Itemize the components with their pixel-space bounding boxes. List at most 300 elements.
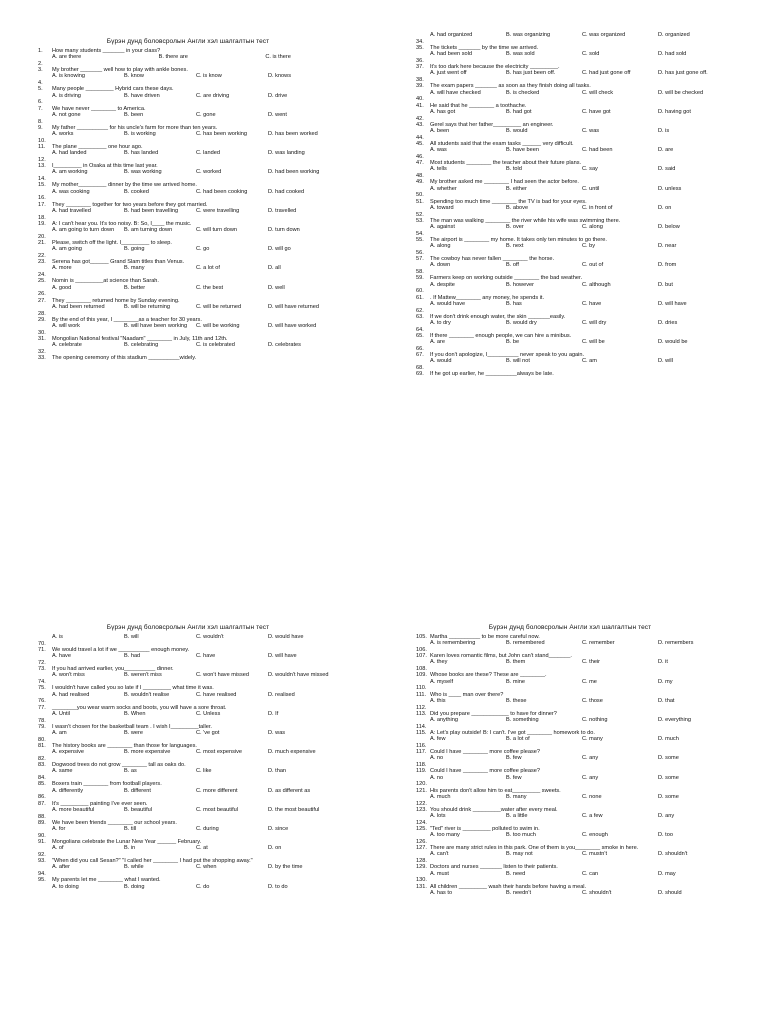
option-a: A. along [430, 243, 451, 250]
question-number: 19. [38, 220, 46, 227]
answer-options [416, 186, 756, 192]
answer-options [416, 832, 756, 838]
option-a: A. much [430, 793, 451, 800]
question-number: 58. [416, 269, 424, 276]
answer-options [416, 717, 756, 723]
answer-options [416, 813, 756, 819]
question-number: 10. [38, 137, 46, 144]
option-b: B. were [124, 730, 143, 737]
question-number: 88. [38, 813, 46, 820]
question-number: 20. [38, 233, 46, 240]
option-a: A. have [52, 653, 71, 660]
option-b: B. will not [506, 358, 530, 365]
page-title: Бүрэн дунд боловсролын Англи хэл шалгалтын тест [106, 38, 270, 45]
option-a: A. is remembering [430, 640, 476, 647]
option-a: A. was cooking [52, 188, 90, 195]
answer-options [416, 794, 756, 800]
question-text: Mongolians celebrate the Lunar New Year ______ February. [52, 839, 202, 846]
question-number: 87. [38, 800, 46, 807]
option-d: D. will have [268, 653, 297, 660]
option-c: C. gone [196, 111, 216, 118]
option-c: C. do [196, 883, 210, 890]
option-c: C. those [582, 697, 603, 704]
answer-options [38, 304, 372, 310]
option-d: D. having got [658, 108, 691, 115]
option-d: D. celebrates [268, 342, 301, 349]
option-a: A. despite [430, 281, 455, 288]
option-d: D. If [268, 710, 279, 717]
question-text: If we don't drink enough water, the skin _______easily. [430, 313, 566, 320]
question-text: Please, switch off the light. I_________ to sleep. [52, 240, 172, 247]
question-number: 2. [38, 61, 43, 67]
question-number: 46. [416, 154, 424, 161]
question-number: 15. [38, 182, 46, 189]
question-number: 33. [38, 355, 46, 362]
answer-options [416, 70, 756, 76]
option-b: B. cooked [124, 188, 149, 195]
question-number: 66. [416, 346, 424, 353]
option-a: A. has to [430, 889, 453, 896]
option-c: C. had just gone off [582, 70, 631, 77]
question-number: 9. [38, 124, 43, 131]
question-text: The opening ceremony of this stadium __________widely. [52, 355, 197, 362]
option-b: B. till [124, 826, 137, 833]
option-b: B. wouldn't realise [124, 691, 170, 698]
question-number: 40. [416, 96, 424, 103]
question-text: Dogwood trees do not grow ________ tall as oaks do. [52, 762, 186, 769]
question-text: If you had arrived earlier, you__________ dinner. [52, 666, 174, 673]
question-number: 108. [416, 666, 427, 673]
question-number: 22. [38, 253, 46, 260]
option-b: B. would [506, 128, 528, 135]
page-title: Бүрэн дунд боловсролын Англи хэл шалгалтын тест [488, 624, 652, 631]
question-number: 30. [38, 329, 46, 336]
question-number: 5. [38, 86, 43, 93]
answer-options [416, 147, 756, 153]
question-number: 123. [416, 806, 427, 813]
question-text: A: I can't hear you. It's too noisy. B: So, I____ the music. [52, 220, 192, 227]
option-d: D. shouldn't [658, 851, 688, 858]
option-a: A. too many [430, 832, 460, 839]
option-a: A. good [52, 284, 72, 291]
question-number: 52. [416, 211, 424, 218]
option-b: B. needn't [506, 889, 532, 896]
option-c: C. is celebrated [196, 342, 235, 349]
option-b: B. either [506, 185, 527, 192]
option-b: B. had been travelling [124, 207, 179, 214]
question-text: My father __________ for his uncle's farm for more than ten years. [52, 124, 218, 131]
option-d: D. any [658, 813, 675, 820]
question-number: 130. [416, 877, 427, 884]
option-c: C. is there [265, 54, 291, 61]
option-d: D. remembers [658, 640, 694, 647]
option-d: D. below [658, 224, 680, 231]
answer-options [416, 320, 756, 326]
question-number: 69. [416, 371, 424, 378]
option-a: A. to dry [430, 320, 451, 327]
option-c: C. any [582, 774, 599, 781]
option-a: A. this [430, 697, 446, 704]
question-number: 81. [38, 743, 46, 750]
option-d: D. organized [658, 32, 690, 38]
option-a: A. anything [430, 717, 458, 724]
question-number: 6. [38, 99, 43, 106]
option-c: C. most expensive [196, 749, 243, 756]
question-text: There are many strict rules in this park. One of them is you________ smoke in here. [430, 845, 639, 852]
question-text: If he got up earlier, he __________always be late. [430, 371, 554, 378]
option-d: D. turn down [268, 227, 300, 234]
question-number: 91. [38, 839, 46, 846]
option-a: A. myself [430, 678, 454, 685]
option-c: C. had been [582, 147, 613, 154]
option-c: C. were travelling [196, 207, 240, 214]
question-number: 71. [38, 647, 46, 653]
test-page-2 [384, 0, 756, 512]
option-b: B. weren't miss [124, 672, 162, 679]
question-number: 75. [38, 685, 46, 692]
answer-options [38, 73, 372, 79]
answer-options [38, 131, 372, 137]
option-a: A. had landed [52, 150, 87, 157]
option-a: A. they [430, 659, 448, 666]
question-number: 112. [416, 704, 427, 711]
question-number: 54. [416, 230, 424, 237]
option-b: B. over [506, 224, 524, 231]
option-a: A. had been returned [52, 303, 105, 310]
option-d: D. has been worked [268, 131, 318, 138]
question-number: 3. [38, 67, 43, 74]
option-a: A. more [52, 265, 72, 272]
answer-options [38, 265, 372, 271]
option-c: C. was [582, 128, 600, 135]
question-number: 82. [38, 756, 46, 763]
option-b: B. few [506, 755, 522, 762]
option-d: D. near [658, 243, 677, 250]
option-d: D. should [658, 889, 682, 896]
answer-options [38, 54, 372, 60]
answer-options [38, 169, 372, 175]
option-b: B. something [506, 717, 539, 724]
option-c: C. are driving [196, 92, 230, 99]
option-b: B. have driven [124, 92, 160, 99]
question-number: 115. [416, 730, 427, 737]
answer-options [416, 224, 756, 230]
answer-options [416, 109, 756, 115]
option-a: A. must [430, 870, 449, 877]
question-number: 127. [416, 845, 427, 852]
option-b: B. had got [506, 108, 532, 115]
question-number: 83. [38, 762, 46, 769]
option-d: D. dries [658, 320, 678, 327]
option-d: D. had cooked [268, 188, 305, 195]
question-number: 116. [416, 743, 427, 750]
option-a: A. no [430, 774, 444, 781]
question-number: 129. [416, 864, 427, 871]
option-a: A. whether [430, 185, 457, 192]
answer-options [416, 243, 756, 249]
question-number: 7. [38, 105, 43, 112]
option-c: C. sold [582, 51, 600, 58]
option-b: B. has [506, 300, 522, 307]
option-a: A. am going to turn down [52, 227, 115, 234]
answer-options [416, 205, 756, 211]
option-a: A. toward [430, 204, 454, 211]
question-text: Boxers train ________ from football players. [52, 781, 162, 788]
answer-options [38, 208, 372, 214]
question-text: We would travel a lot if we __________ enough money. [52, 647, 190, 653]
option-a: A. had organized [430, 32, 473, 38]
question-text: My mother_________ dinner by the time we arrived home. [52, 182, 197, 189]
question-text: Who is ____ man over there? [430, 691, 504, 698]
option-d: D. some [658, 793, 679, 800]
question-text: A: Let's play outside! B: I can't. I've got ________ homework to do. [430, 730, 595, 737]
option-c: C. will be returned [196, 303, 242, 310]
question-number: 119. [416, 768, 427, 775]
option-c: C. have [196, 653, 216, 660]
answer-options [416, 890, 756, 896]
question-number: 17. [38, 201, 46, 208]
question-text: The plane _________ one hour ago. [52, 144, 143, 151]
option-c: C. the best [196, 284, 224, 291]
option-c: C. landed [196, 150, 220, 157]
question-text: Farmers keep on working outside ________ the bad weather. [430, 275, 583, 282]
question-number: 86. [38, 794, 46, 801]
answer-options [416, 775, 756, 781]
answer-options [38, 323, 372, 329]
option-a: A. against [430, 224, 455, 231]
answer-options [38, 285, 372, 291]
option-b: B. these [506, 697, 527, 704]
question-number: 43. [416, 121, 424, 128]
option-c: C. during [196, 826, 219, 833]
question-number: 62. [416, 307, 424, 314]
option-d: D. was landing [268, 150, 305, 157]
question-number: 68. [416, 365, 424, 372]
question-text: By the end of this year, I ________as a teacher for 30 years. [52, 316, 202, 323]
question-number: 85. [38, 781, 46, 788]
option-b: B. above [506, 204, 529, 211]
option-d: D. will [658, 358, 673, 365]
question-number: 125. [416, 826, 427, 833]
option-b: B. will [124, 634, 139, 640]
answer-options [38, 845, 372, 851]
question-number: 76. [38, 698, 46, 705]
option-c: C. have [582, 300, 602, 307]
question-number: 42. [416, 115, 424, 122]
option-b: B. would dry [506, 320, 537, 327]
option-a: A. am [52, 730, 67, 737]
question-number: 117. [416, 749, 427, 756]
option-b: B. going [124, 246, 145, 253]
option-d: D. some [658, 774, 679, 781]
option-a: A. is [52, 634, 63, 640]
option-c: C. say [582, 166, 598, 173]
question-number: 14. [38, 176, 46, 183]
option-b: B. was working [124, 169, 162, 176]
question-number: 74. [38, 679, 46, 686]
answer-options [416, 871, 756, 877]
question-text: . If Mattew________ any money, he spends it. [430, 294, 545, 301]
question-text: The tickets _______ by the time we arrived. [430, 45, 539, 51]
question-number: 114. [416, 723, 427, 730]
question-number: 49. [416, 179, 424, 186]
option-b: B. was organizing [506, 32, 551, 38]
question-number: 11. [38, 144, 46, 151]
option-c: C. have realised [196, 691, 237, 698]
question-number: 18. [38, 214, 46, 221]
option-d: D. was [268, 730, 286, 737]
question-number: 39. [416, 83, 424, 90]
answer-options [38, 246, 372, 252]
question-text: My brother _______ well how to play with ankle bones. [52, 67, 188, 74]
option-b: B. them [506, 659, 526, 666]
option-c: C. 've got [196, 730, 220, 737]
question-number: 105. [416, 634, 427, 640]
question-text: They ________ together for two years before they got married. [52, 201, 208, 208]
option-b: B. is checked [506, 89, 540, 96]
option-c: C. has been working [196, 131, 247, 138]
question-text: Most students ________ the teacher about their future plans. [430, 160, 582, 167]
option-a: A. will have checked [430, 89, 481, 96]
option-d: D. may [658, 870, 676, 877]
option-d: D. will have returned [268, 303, 319, 310]
option-d: D. wouldn't have missed [268, 672, 329, 679]
question-number: 41. [416, 102, 424, 109]
question-number: 92. [38, 852, 46, 859]
option-d: D. on [268, 845, 282, 852]
option-d: D. unless [658, 185, 682, 192]
option-a: A. been [430, 128, 450, 135]
question-text: Did you prepare ____________ to have for dinner? [430, 710, 557, 717]
question-number: 113. [416, 710, 427, 717]
option-c: C. will check [582, 89, 614, 96]
answer-options [416, 166, 756, 172]
option-d: D. everything [658, 717, 691, 724]
question-number: 90. [38, 832, 46, 839]
question-number: 25. [38, 278, 46, 285]
question-text: I wasn't chosen for the basketball team . I wish I_________taller. [52, 723, 212, 730]
question-number: 4. [38, 80, 43, 87]
option-c: C. enough [582, 832, 608, 839]
question-number: 111. [416, 691, 427, 698]
option-b: B. have been [506, 147, 539, 154]
question-text: You should drink _________water after every meal. [430, 806, 558, 813]
question-text: If there ________ enough people, we can hire a minibus. [430, 333, 572, 340]
answer-options [416, 640, 756, 646]
option-d: D. the most beautiful [268, 806, 320, 813]
question-text: The history books are ________ than those for languages. [52, 743, 197, 750]
option-d: D. as different as [268, 787, 311, 794]
option-d: D. from [658, 262, 677, 269]
question-text: All students said that the exam tasks ______ very difficult. [430, 141, 574, 148]
option-a: A. of [52, 845, 64, 852]
question-number: 59. [416, 275, 424, 282]
option-c: C. won't have missed [196, 672, 249, 679]
option-b: B. was sold [506, 51, 535, 58]
option-d: D. knows [268, 73, 292, 80]
answer-options [416, 698, 756, 704]
option-d: D. realised [268, 691, 295, 698]
option-c: C. will turn down [196, 227, 238, 234]
question-number: 21. [38, 240, 46, 247]
option-a: A. no [430, 755, 444, 762]
question-number: 44. [416, 134, 424, 141]
option-a: A. Until [52, 710, 71, 717]
option-d: D. will have worked [268, 323, 317, 330]
question-text: If you don't apologize, I__________ never speak to you again. [430, 352, 585, 359]
question-number: 32. [38, 349, 46, 356]
question-number: 26. [38, 291, 46, 298]
option-b: B. remembered [506, 640, 545, 647]
option-c: C. a lot of [196, 265, 220, 272]
option-b: B. different [124, 787, 151, 794]
option-a: A. won't miss [52, 672, 85, 679]
option-d: D. some [658, 755, 679, 762]
question-text: Karen loves romantic films, but John can't stand_______. [430, 653, 572, 660]
question-number: 65. [416, 333, 424, 340]
question-text: My brother asked me ________ I had seen the actor before. [430, 179, 579, 186]
option-c: C. many [582, 736, 603, 743]
option-c: C. shouldn't [582, 889, 612, 896]
option-a: A. celebrate [52, 342, 82, 349]
question-number: 121. [416, 787, 427, 794]
answer-options [38, 807, 372, 813]
option-b: B. been [124, 111, 144, 118]
question-number: 24. [38, 272, 46, 279]
question-text: His parents don't allow him to eat_________ sweets. [430, 787, 561, 794]
option-b: B. many [124, 265, 145, 272]
option-c: C. although [582, 281, 611, 288]
question-number: 47. [416, 160, 424, 167]
option-b: B. has just been off. [506, 70, 556, 77]
question-number: 107. [416, 653, 427, 660]
question-number: 78. [38, 717, 46, 724]
option-b: B. be [506, 339, 520, 346]
question-text: It's too dark here because the electricity _________. [430, 64, 560, 71]
option-d: D. too [658, 832, 673, 839]
option-c: C. out of [582, 262, 604, 269]
option-b: B. is working [124, 131, 156, 138]
option-b: B. in [124, 845, 136, 852]
answer-options [38, 711, 372, 717]
question-number: 48. [416, 173, 424, 180]
option-b: B. few [506, 774, 522, 781]
option-b: B. mine [506, 678, 525, 685]
answer-options [38, 342, 372, 348]
answer-options [416, 128, 756, 134]
test-page-4 [384, 512, 756, 1024]
answer-options [38, 653, 372, 659]
option-d: D. all [268, 265, 281, 272]
question-text: They ________ returned home by Sunday evening. [52, 297, 180, 304]
option-c: C. any [582, 755, 599, 762]
option-c: C. was organized [582, 32, 626, 38]
option-c: C. remember [582, 640, 615, 647]
question-number: 28. [38, 310, 46, 317]
question-number: 73. [38, 666, 46, 673]
question-number: 80. [38, 736, 46, 743]
answer-options [416, 755, 756, 761]
question-number: 35. [416, 45, 424, 51]
question-number: 50. [416, 192, 424, 199]
option-b: B. has landed [124, 150, 159, 157]
answer-options [38, 768, 372, 774]
question-text: Mongolian National festival "Naadam" ________ in July, 11th and 12th. [52, 336, 228, 343]
option-a: A. was [430, 147, 447, 154]
answer-options [416, 736, 756, 742]
question-text: Could I have ________ more coffee please? [430, 768, 540, 775]
option-a: A. same [52, 768, 73, 775]
